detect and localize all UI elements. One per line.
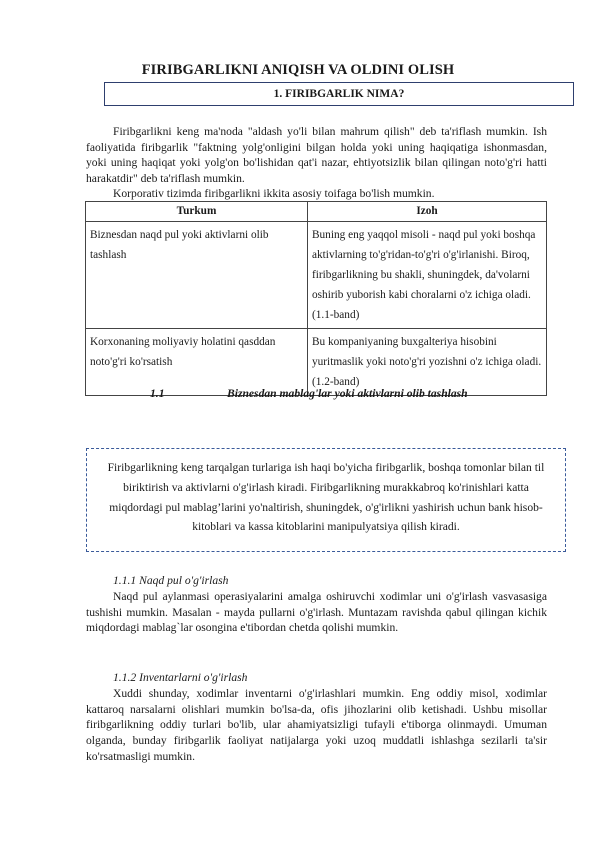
callout-box (86, 448, 566, 552)
table-row (86, 222, 547, 329)
callout-text: Firibgarlikning keng tarqalgan turlariga ish haqi bo'yicha firibgarlik, boshqa tomonlar bilan til biriktirish va aktivlarni o'g'irlash kiradi. Firibgarlikning murakkabroq ko'rinishlari katta miqdordagi pul mablag’larini yo'naltirish, shuningdek, o'g'irlikni yashirish uchun bank hisob-kitoblari va kassa kitoblarini manipulyatsiya qilish kiradi. (107, 461, 545, 534)
intro-paragraph: Firibgarlikni keng ma'noda "aldash yo'li bilan mahrum qilish" deb ta'riflash mumkin. Ish faoliyatida firibgarlik "faktning yolg'onligini bilgan holda yoki uning haqiqatiga ishonmasdan, yoki uning haqiqat yoki yolg'on bo'lishidan qat'i nazar, ehtiyotsizlik bilan qilingan noto'g'ri hatti harakatdir" deb ta'riflash mumkin. (86, 125, 547, 186)
table-cell-category: Korxonaning moliyaviy holatini qasddan noto'g'ri ko'rsatish (86, 329, 308, 396)
table-cell-description: Bu kompaniyaning buxgalteriya hisobini yuritmaslik yoki noto'g'ri yozishni o'z ichiga oladi. (1.2-band) (308, 329, 547, 396)
document-title: FIRIBGARLIKNI ANIQISH VA OLDINI OLISH (141, 62, 455, 78)
section-heading-box: 1. FIRIBGARLIK NIMA? (104, 82, 574, 106)
inventory-theft-heading: 1.1.2 Inventarlarni o'g'irlash (113, 671, 248, 684)
subsection-heading (150, 387, 468, 400)
table-header-row (86, 202, 547, 222)
subsection-title: Biznesdan mablag'lar yoki aktivlarni olib tashlash (227, 387, 468, 400)
categories-sentence: Korporativ tizimda firibgarlikni ikkita asosiy toifaga bo'lish mumkin. (113, 187, 435, 200)
cash-theft-paragraph: Naqd pul aylanmasi operasiyalarini amalga oshiruvchi xodimlar uni o'g'irlash vasvasasiga tushishi mumkin. Masalan - mayda pullarni o'g'irlash. Muntazam ravishda qabul qilingan kichik miqdordagi mablag`lar osongina e'tibordan chetda qolishi mumkin. (86, 590, 547, 635)
inventory-theft-paragraph: Xuddi shunday, xodimlar inventarni o'g'irlashlari mumkin. Eng oddiy misol, xodimlar kattaroq narsalarni olishlari mumkin bo'lsa-da, ofis jihozlarini olib ketishadi. Ushbu misollar firibgarlikning oddiy turlari bo'lib, ular ahamiyatsizligi tufayli e'tiborga olinmaydi. Umuman olganda, bunday firibgarlik faoliyat natijalarga yoki uzoq muddatli ishlashga sezilarli ta'sir ko'rsatmasligi mumkin. (86, 687, 547, 763)
fraud-categories-table (85, 201, 547, 396)
table-cell-category: Biznesdan naqd pul yoki aktivlarni olib tashlash (86, 222, 308, 329)
cash-theft-heading: 1.1.1 Naqd pul o'g'irlash (113, 574, 229, 587)
subsection-number: 1.1 (150, 387, 165, 400)
table-cell-description: Buning eng yaqqol misoli - naqd pul yoki boshqa aktivlarning to'g'ridan-to'g'ri o'g'irlanishi. Biroq, firibgarlikning bu shakli, shuningdek, da'volarni oshirib yuborish kabi choralarni o'z ichiga oladi. (1.1-band) (308, 222, 547, 329)
table-row (86, 329, 547, 396)
table-header-description: Izoh (308, 202, 547, 222)
table-header-category: Turkum (86, 202, 308, 222)
